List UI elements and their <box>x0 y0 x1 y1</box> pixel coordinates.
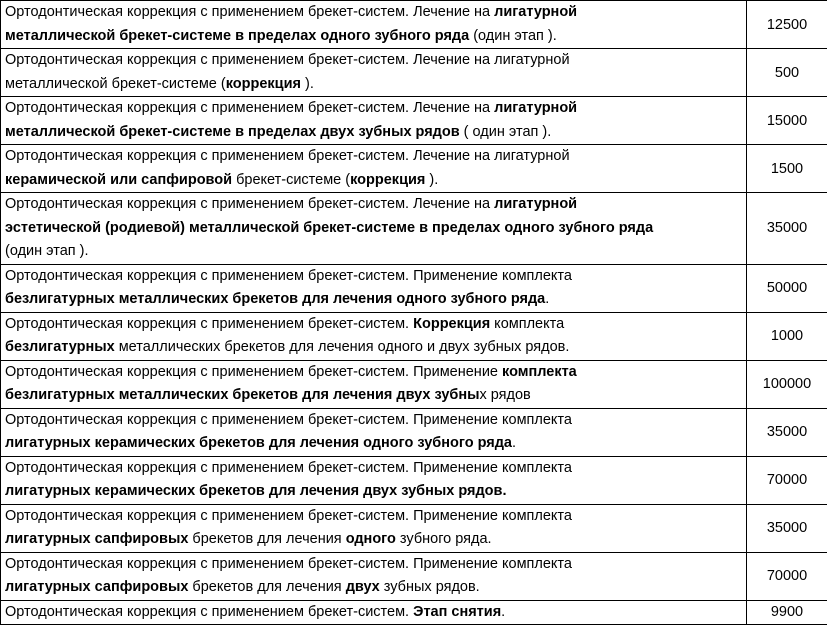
description-bold-text: эстетической (родиевой) металлической брекет-системе в пределах одного зубного ряда <box>5 219 654 236</box>
description-text: (один этап ). <box>469 27 557 44</box>
service-description <box>1 97 747 145</box>
service-price: 35000 <box>747 408 827 456</box>
description-line <box>5 169 742 193</box>
service-description <box>1 408 747 456</box>
description-line <box>5 217 742 241</box>
description-text: Ортодонтическая коррекция с применением брекет-систем. Применение комплекта <box>5 459 572 476</box>
description-bold-text: лигатурных сапфировых <box>5 531 189 547</box>
description-line <box>5 145 742 169</box>
service-description <box>1 600 747 625</box>
description-text: . <box>501 603 506 620</box>
description-bold-text: лигатурной <box>494 196 578 212</box>
service-price: 35000 <box>747 504 827 552</box>
description-text: Ортодонтическая коррекция с применением брекет-систем. Лечение на лигатурной <box>5 52 570 68</box>
description-line <box>5 288 742 312</box>
service-price: 500 <box>747 49 827 97</box>
description-text: Ортодонтическая коррекция с применением брекет-систем. <box>5 603 414 620</box>
description-bold-text: коррекция <box>225 75 301 92</box>
description-bold-text: лигатурной <box>494 100 578 116</box>
description-bold-text: керамической или сапфировой <box>5 171 233 188</box>
table-row <box>1 193 827 265</box>
service-price: 1500 <box>747 145 827 193</box>
table-row <box>1 360 827 408</box>
description-text: Ортодонтическая коррекция с применением брекет-систем. Применение комплекта <box>5 507 572 524</box>
description-bold-text: комплекта <box>502 363 577 380</box>
description-bold-text: безлигатурных металлических брекетов для лечения двух зубны <box>5 387 480 403</box>
description-text: Ортодонтическая коррекция с применением брекет-систем. Применение комплекта <box>5 411 572 428</box>
service-description <box>1 456 747 504</box>
price-table-body <box>1 1 827 625</box>
description-bold-text: лигатурных керамических брекетов для лечения двух зубных рядов. <box>5 483 507 499</box>
table-row <box>1 49 827 97</box>
description-text: брекетов для лечения <box>188 579 346 595</box>
description-line <box>5 553 742 577</box>
table-row <box>1 600 827 625</box>
service-description <box>1 264 747 312</box>
description-line <box>5 361 742 385</box>
description-line <box>5 432 742 456</box>
table-row <box>1 97 827 145</box>
description-bold-text: лигатурной <box>494 4 578 20</box>
description-line <box>5 73 742 97</box>
description-text: зубных рядов. <box>379 579 480 595</box>
table-row <box>1 408 827 456</box>
service-description <box>1 312 747 360</box>
description-line <box>5 505 742 529</box>
description-line <box>5 49 742 73</box>
service-price: 9900 <box>747 600 827 625</box>
description-line <box>5 1 742 25</box>
description-text: ). <box>300 75 314 92</box>
description-text: Ортодонтическая коррекция с применением брекет-систем. Применение комплекта <box>5 555 572 572</box>
description-bold-text: одного <box>345 531 396 547</box>
service-description <box>1 360 747 408</box>
service-description <box>1 193 747 265</box>
description-bold-text: лигатурных керамических брекетов для лечения одного зубного ряда <box>5 435 512 451</box>
description-text: ( один этап ). <box>459 123 552 140</box>
description-text: х рядов <box>479 387 531 403</box>
description-line <box>5 265 742 289</box>
service-price: 1000 <box>747 312 827 360</box>
description-line <box>5 193 742 217</box>
table-row <box>1 312 827 360</box>
description-bold-text: коррекция <box>350 171 426 188</box>
service-description <box>1 552 747 600</box>
description-text: Ортодонтическая коррекция с применением брекет-систем. Применение <box>5 363 503 380</box>
service-price: 35000 <box>747 193 827 265</box>
description-line <box>5 384 742 408</box>
service-price: 70000 <box>747 552 827 600</box>
description-line <box>5 313 742 337</box>
description-line <box>5 457 742 481</box>
description-bold-text: двух <box>345 579 380 595</box>
service-description <box>1 145 747 193</box>
description-line <box>5 409 742 433</box>
service-price: 100000 <box>747 360 827 408</box>
service-price: 70000 <box>747 456 827 504</box>
description-text: зубного ряда. <box>395 531 492 547</box>
description-text: Ортодонтическая коррекция с применением брекет-систем. Лечение на <box>5 100 495 116</box>
service-price: 15000 <box>747 97 827 145</box>
service-description <box>1 49 747 97</box>
description-line <box>5 480 742 504</box>
description-line <box>5 25 742 49</box>
service-price: 12500 <box>747 1 827 49</box>
description-text: Ортодонтическая коррекция с применением брекет-систем. Лечение на <box>5 4 495 20</box>
description-line <box>5 601 742 625</box>
description-text: Ортодонтическая коррекция с применением брекет-систем. Применение комплекта <box>5 267 572 284</box>
description-text: Ортодонтическая коррекция с применением брекет-систем. Лечение на лигатурной <box>5 148 570 164</box>
description-text: брекетов для лечения <box>188 531 346 547</box>
description-bold-text: безлигатурных <box>5 339 115 355</box>
table-row <box>1 145 827 193</box>
description-text: ). <box>425 171 439 188</box>
description-bold-text: металлической брекет-системе в пределах одного зубного ряда <box>5 27 470 44</box>
description-bold-text: Коррекция <box>413 315 491 332</box>
description-text: . <box>511 435 517 451</box>
table-row <box>1 264 827 312</box>
service-description <box>1 504 747 552</box>
table-row <box>1 552 827 600</box>
description-text: Ортодонтическая коррекция с применением брекет-систем. <box>5 315 414 332</box>
description-line <box>5 336 742 360</box>
description-text: комплекта <box>490 315 565 332</box>
description-text: металлической брекет-системе ( <box>5 75 226 92</box>
description-bold-text: безлигатурных металлических брекетов для лечения одного зубного ряда <box>5 291 546 307</box>
description-text: Ортодонтическая коррекция с применением брекет-систем. Лечение на <box>5 196 495 212</box>
description-line <box>5 97 742 121</box>
description-text: . <box>545 291 550 307</box>
description-bold-text: лигатурных сапфировых <box>5 579 189 595</box>
table-row <box>1 1 827 49</box>
description-bold-text: металлической брекет-системе в пределах двух зубных рядов <box>5 123 460 140</box>
description-line <box>5 576 742 600</box>
table-row <box>1 456 827 504</box>
description-line <box>5 240 742 264</box>
description-text: металлических брекетов для лечения одного и двух зубных рядов. <box>114 339 570 355</box>
description-text: брекет-системе ( <box>232 171 351 188</box>
description-line <box>5 528 742 552</box>
service-description <box>1 1 747 49</box>
table-row <box>1 504 827 552</box>
service-price: 50000 <box>747 264 827 312</box>
description-line <box>5 121 742 145</box>
description-bold-text: Этап снятия <box>413 603 502 620</box>
description-text: (один этап ). <box>5 243 89 259</box>
